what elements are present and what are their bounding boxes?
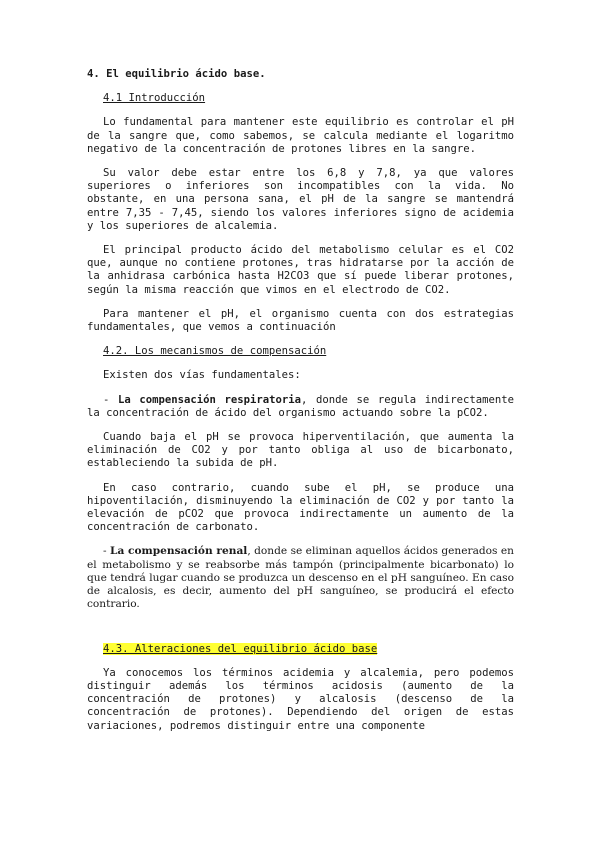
intro-paragraph-2: Su valor debe estar entre los 6,8 y 7,8, ya que valores superiores o inferiores son incompatibles con la vida. No obstante, en una persona sana, el pH de la sangre se mantendrá entre 7,35 - 7,45, siendo los valores inferiores signo de acidemia y los superiores de alcalemia. — [87, 167, 514, 232]
renal-text: , donde se eliminan aquellos ácidos generados en el metabolismo y se reabsorbe más tampón (principalmente bicarbonato) lo que tendrá lugar cuando se produzca un descenso en el pH sanguíneo. En caso de alcalosis, es decir, aumento del pH sanguíneo, se producirá el efecto contrario. — [87, 545, 514, 611]
intro-paragraph-1: Lo fundamental para mantener este equilibrio es controlar el pH de la sangre que, como sabemos, se calcula mediante el logaritmo negativo de la concentración de protones libres en la sangre. — [87, 116, 514, 155]
highlighted-heading: 4.3. Alteraciones del equilibrio ácido base — [103, 642, 378, 655]
section-title: 4. El equilibrio ácido base. — [87, 68, 266, 80]
mecanismos-paragraph-1: Existen dos vías fundamentales: — [103, 369, 301, 382]
spacer — [87, 623, 514, 643]
renal-dash: - — [103, 545, 110, 558]
intro-paragraph-4: Para mantener el pH, el organismo cuenta con dos estrategias fundamentales, que vemos a continuación — [87, 307, 514, 334]
subsection-mecanismos: 4.2. Los mecanismos de compensación — [103, 345, 327, 358]
alteraciones-paragraph-1: Ya conocemos los términos acidemia y alcalemia, pero podemos distinguir además los términos acidosis (aumento de la concentración de protones) y alcalosis (descenso de la concentración de protones). Dependiendo del origen de estas variaciones, podremos distinguir entre una componente — [87, 666, 514, 732]
subsection-alteraciones — [103, 643, 514, 656]
document-page — [87, 68, 514, 744]
respiratoria-paragraph — [87, 394, 514, 420]
respiratoria-term: La compensación respiratoria — [117, 393, 302, 406]
respiratoria-text: , donde se regula indirectamente la concentración de ácido del organismo actuando sobre la pCO2. — [87, 393, 514, 419]
respiratoria-dash: - — [103, 393, 118, 406]
respiratoria-paragraph-3: En caso contrario, cuando sube el pH, se produce una hipoventilación, disminuyendo la eliminación de CO2 y por tanto la elevación de pCO2 que provoca indirectamente un aumento de la concentración de carbonato. — [87, 481, 514, 534]
renal-paragraph — [87, 545, 514, 611]
intro-paragraph-3: El principal producto ácido del metabolismo celular es el CO2 que, aunque no contiene protones, tras hidratarse por la acción de la anhidrasa carbónica hasta H2CO3 que sí puede liberar protones, según la misma reacción que vimos en el electrodo de CO2. — [87, 244, 514, 296]
renal-term: La compensación renal — [110, 545, 248, 558]
subsection-introduccion: 4.1 Introducción — [103, 92, 206, 105]
respiratoria-paragraph-2: Cuando baja el pH se provoca hiperventilación, que aumenta la eliminación de CO2 y por tanto obliga al uso de bicarbonato, estableciendo la subida de pH. — [87, 431, 514, 470]
